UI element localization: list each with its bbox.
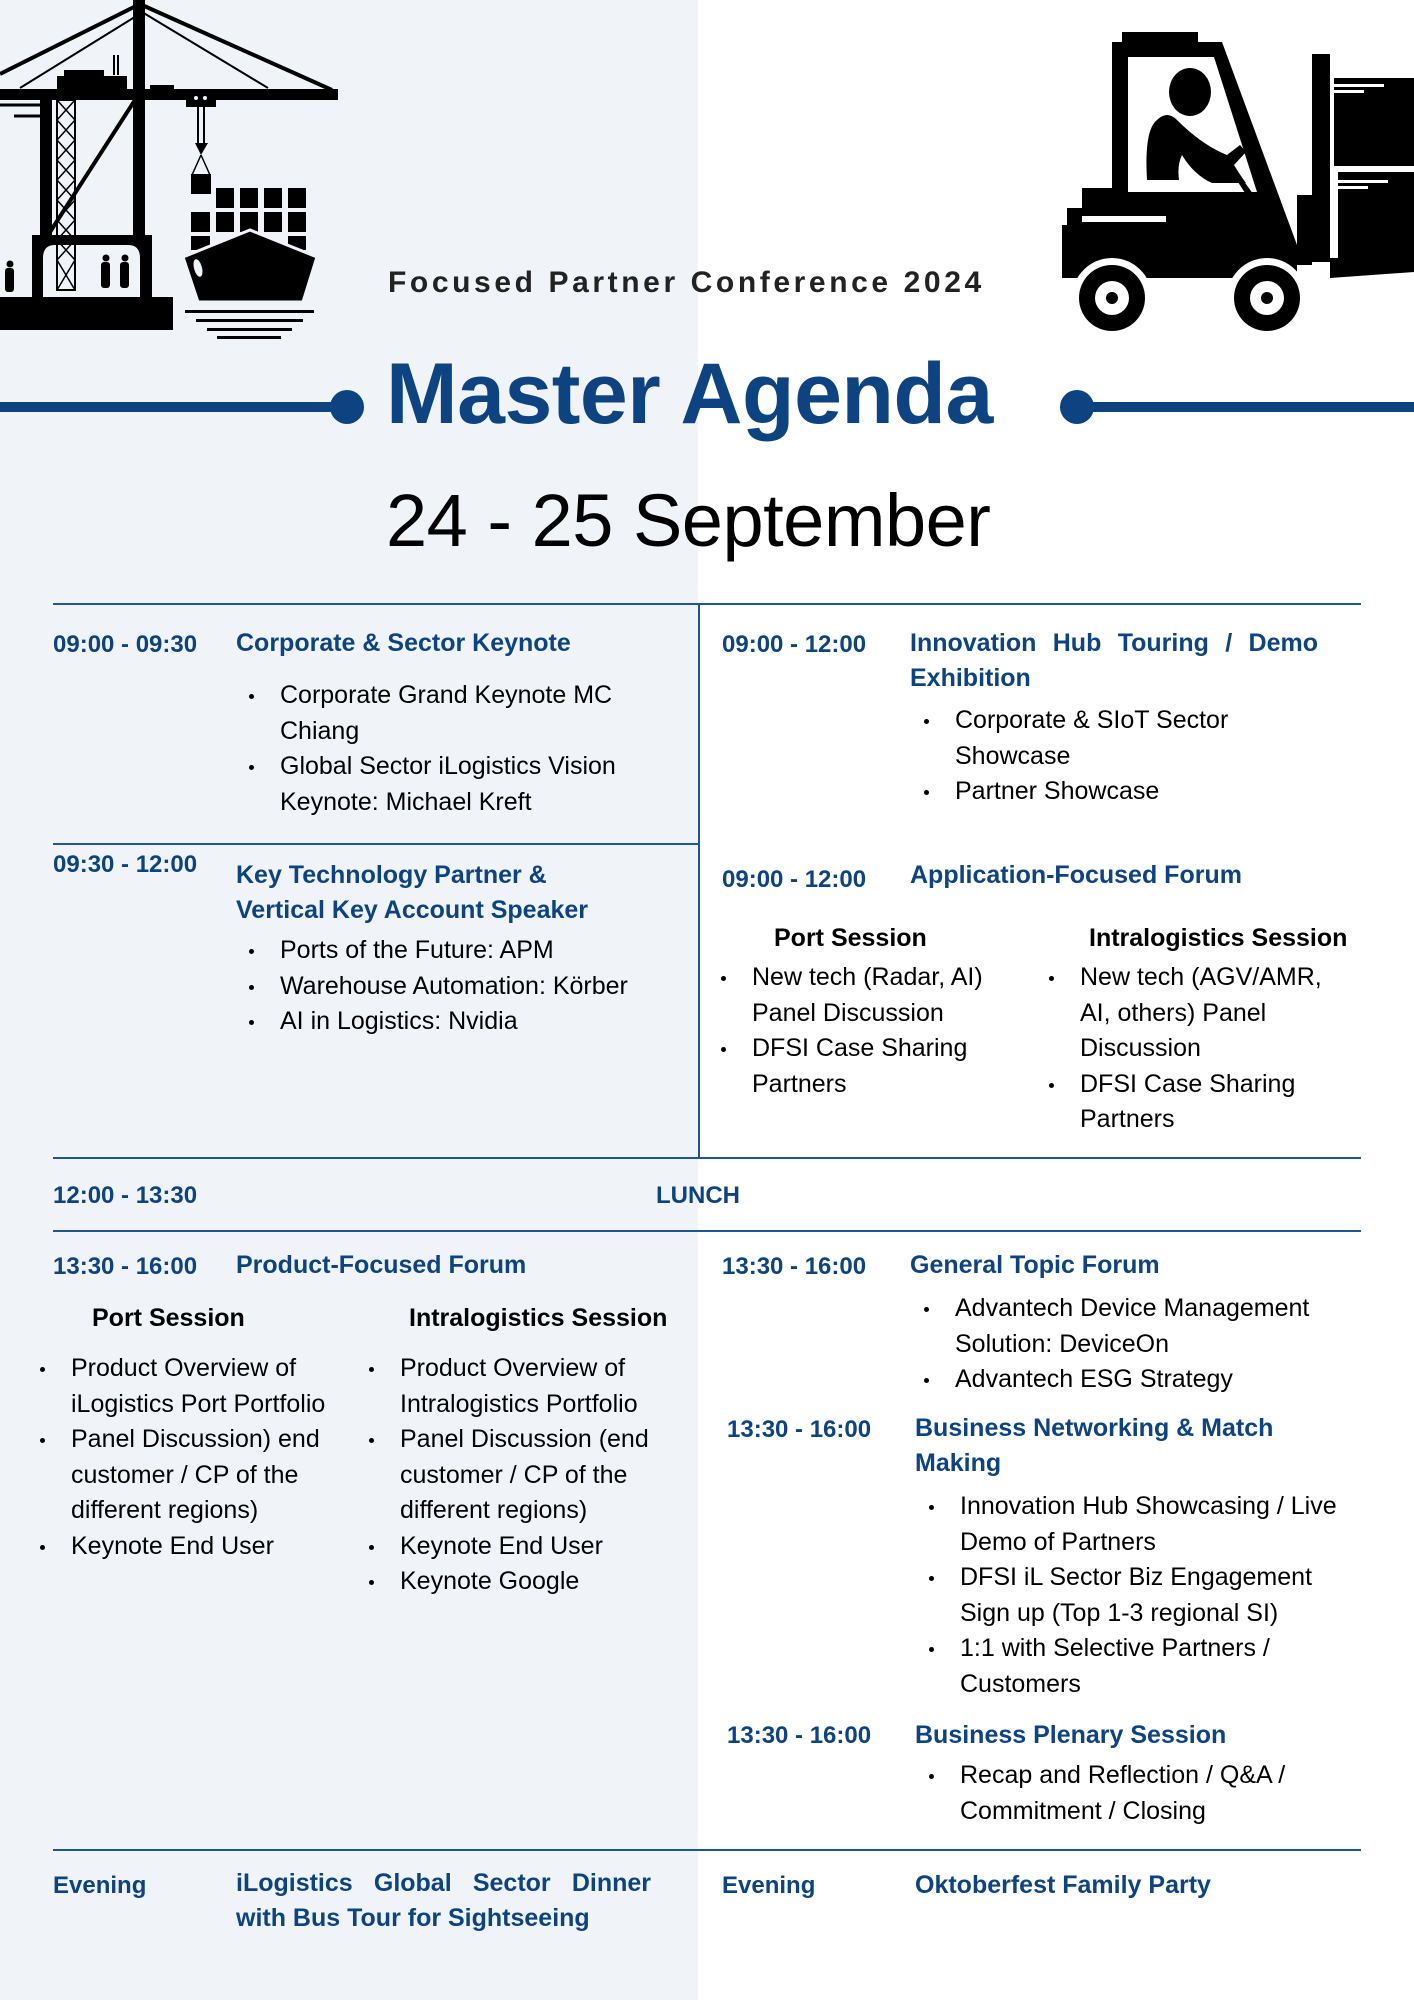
list-item: Corporate Grand Keynote MC Chiang — [245, 678, 665, 749]
event-date: 24 - 25 September — [386, 479, 991, 562]
list-item: Advantech Device Management Solution: DeviceOn — [920, 1291, 1340, 1362]
intralogistics-session-items — [1045, 960, 1345, 1138]
list-item: Innovation Hub Showcasing / Live Demo of Partners — [925, 1489, 1365, 1560]
list-item: Panel Discussion (end customer / CP of the different regions) — [365, 1422, 675, 1529]
list-item: AI in Logistics: Nvidia — [245, 1004, 675, 1040]
list-item: DFSI Case Sharing Partners — [1045, 1067, 1345, 1138]
divider-vertical-morning — [698, 603, 700, 1158]
list-item: Recap and Reflection / Q&A / Commitment / Closing — [925, 1758, 1325, 1829]
evening-time: Evening — [722, 1872, 816, 1899]
session-title: Product-Focused Forum — [236, 1251, 527, 1279]
port-session-items — [717, 960, 1017, 1102]
list-item: Keynote End User — [365, 1529, 675, 1565]
session-title: Business Plenary Session — [915, 1721, 1227, 1749]
intralogistics-session-heading: Intralogistics Session — [409, 1304, 668, 1332]
session-title: Application-Focused Forum — [910, 861, 1242, 889]
evening-time: Evening — [53, 1872, 147, 1899]
divider-top — [53, 603, 1361, 605]
lunch-time: 12:00 - 13:30 — [53, 1182, 198, 1209]
session-time: 09:30 - 12:00 — [53, 851, 198, 878]
session-time: 13:30 - 16:00 — [53, 1253, 198, 1280]
list-item: Warehouse Automation: Körber — [245, 969, 675, 1005]
forklift-icon — [1062, 20, 1414, 350]
title-rule-left — [0, 402, 345, 412]
session-time: 13:30 - 16:00 — [727, 1416, 872, 1443]
evening-title: iLogistics Global Sector Dinner with Bus Tour for Sightseeing — [236, 1869, 651, 1932]
list-item: Ports of the Future: APM — [245, 933, 675, 969]
list-item: DFSI Case Sharing Partners — [717, 1031, 1017, 1102]
list-item: DFSI iL Sector Biz Engagement Sign up (Top 1-3 regional SI) — [925, 1560, 1365, 1631]
conference-title: Focused Partner Conference 2024 — [388, 266, 985, 299]
list-item: Partner Showcase — [920, 774, 1280, 810]
session-time: 13:30 - 16:00 — [727, 1722, 872, 1749]
list-item: New tech (Radar, AI) Panel Discussion — [717, 960, 1017, 1031]
session-title: Innovation Hub Touring / Demo Exhibition — [910, 629, 1318, 692]
port-crane-ship-icon — [0, 0, 340, 340]
list-item: Global Sector iLogistics Vision Keynote: Michael Kreft — [245, 749, 665, 820]
list-item: Keynote Google — [365, 1564, 675, 1600]
intralogistics-session-items — [365, 1351, 675, 1600]
session-title: Business Networking & Match Making — [915, 1414, 1274, 1477]
list-item: Corporate & SIoT Sector Showcase — [920, 703, 1280, 774]
evening-title: Oktoberfest Family Party — [915, 1871, 1211, 1899]
session-title: Corporate & Sector Keynote — [236, 629, 571, 657]
session-title: Key Technology Partner & Vertical Key Account Speaker — [236, 861, 589, 924]
list-item: Product Overview of iLogistics Port Portfolio — [36, 1351, 346, 1422]
title-rule-right — [1075, 402, 1414, 412]
session-items — [925, 1758, 1325, 1829]
title-rule-dot-left — [330, 390, 364, 424]
session-items — [245, 678, 665, 820]
divider-before-lunch — [53, 1157, 1361, 1159]
divider-morning-left — [53, 843, 698, 845]
session-time: 09:00 - 09:30 — [53, 631, 198, 658]
session-title: General Topic Forum — [910, 1251, 1160, 1279]
port-session-items — [36, 1351, 346, 1564]
session-items — [920, 1291, 1340, 1398]
lunch-label: LUNCH — [656, 1182, 740, 1209]
list-item: 1:1 with Selective Partners / Customers — [925, 1631, 1365, 1702]
intralogistics-session-heading: Intralogistics Session — [1089, 924, 1348, 952]
session-items — [925, 1489, 1365, 1702]
port-session-heading: Port Session — [92, 1304, 245, 1332]
list-item: Advantech ESG Strategy — [920, 1362, 1340, 1398]
divider-evening — [53, 1849, 1361, 1851]
page-title: Master Agenda — [386, 346, 993, 442]
session-time: 09:00 - 12:00 — [722, 631, 867, 658]
list-item: Panel Discussion) end customer / CP of the different regions) — [36, 1422, 346, 1529]
port-session-heading: Port Session — [774, 924, 927, 952]
session-items — [245, 933, 675, 1040]
session-time: 09:00 - 12:00 — [722, 866, 867, 893]
session-time: 13:30 - 16:00 — [722, 1253, 867, 1280]
divider-after-lunch — [53, 1230, 1361, 1232]
list-item: Keynote End User — [36, 1529, 346, 1565]
list-item: New tech (AGV/AMR, AI, others) Panel Discussion — [1045, 960, 1345, 1067]
session-items — [920, 703, 1280, 810]
list-item: Product Overview of Intralogistics Portfolio — [365, 1351, 675, 1422]
